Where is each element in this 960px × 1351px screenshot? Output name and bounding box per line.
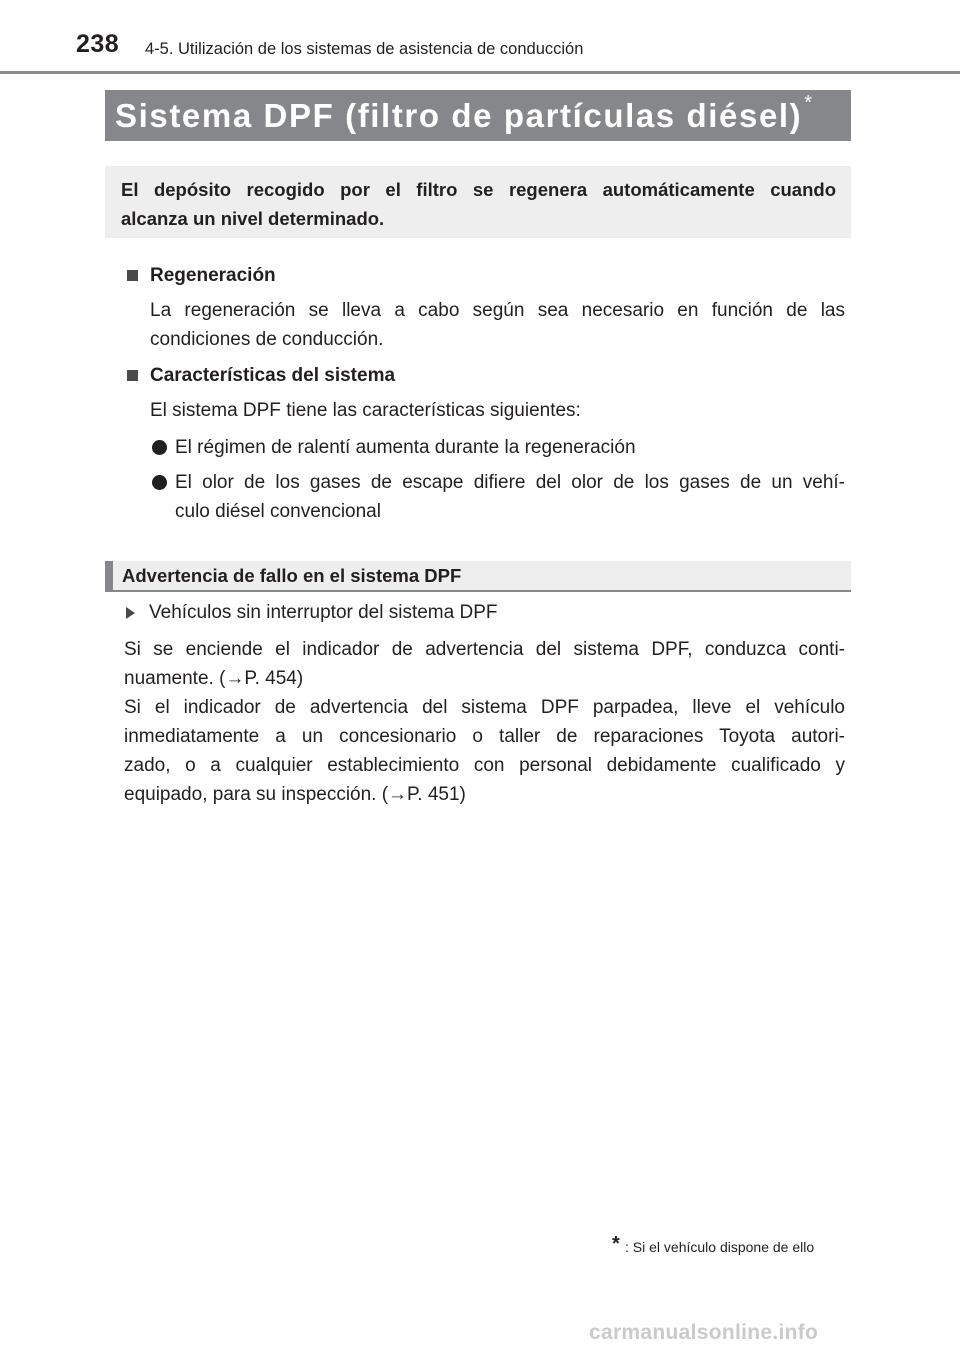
body-line: La regeneración se lleva a cabo según sea necesario en función de las — [150, 300, 845, 321]
section-heading-regeneracion — [127, 261, 276, 290]
square-bullet-icon — [127, 370, 138, 381]
section-header: 4-5. Utilización de los sistemas de asistencia de conducción — [145, 40, 584, 58]
list-item-text: El olor de los gases de escape difiere del olor de los gases de un vehí- — [175, 472, 845, 493]
triangle-arrow-icon — [126, 607, 135, 619]
body-line: nuamente. (→P. 454) — [124, 668, 304, 689]
availability-marker-icon: * — [804, 92, 813, 114]
title-bar — [105, 90, 851, 141]
condition-line — [126, 598, 498, 627]
list-item-text: El régimen de ralentí aumenta durante la regeneración — [175, 437, 636, 458]
watermark: carmanualsonline.info — [589, 1321, 819, 1344]
section-body-caracteristicas: El sistema DPF tiene las características siguientes: — [150, 400, 581, 421]
body-line: inmediatamente a un concesionario o taller de reparaciones Toyota autori- — [124, 726, 845, 747]
list-item — [152, 468, 845, 526]
body-line: equipado, para su inspección. (→P. 451) — [124, 784, 466, 805]
header-divider — [0, 71, 960, 74]
round-bullet-icon — [152, 440, 167, 455]
summary-box — [105, 166, 851, 238]
square-bullet-icon — [127, 270, 138, 281]
body-line: Si el indicador de advertencia del sistema DPF parpadea, lleve el vehículo — [124, 697, 845, 718]
summary-line: El depósito recogido por el filtro se regenera automáticamente cuando — [121, 179, 836, 200]
summary-line: alcanza un nivel determinado. — [121, 208, 385, 229]
footnote-star-icon: * — [612, 1233, 620, 1255]
section-heading-caracteristicas — [127, 361, 395, 390]
body-line: Si se enciende el indicador de advertencia del sistema DPF, conduzca conti- — [124, 639, 845, 660]
body-line: zado, o a cualquier establecimiento con personal debidamente cualificado y — [124, 755, 845, 776]
section-heading-text: Regeneración — [150, 265, 276, 286]
condition-text: Vehículos sin interruptor del sistema DPF — [149, 602, 498, 623]
section-body-regeneracion — [150, 296, 845, 354]
warning-title: Advertencia de fallo en el sistema DPF — [122, 565, 462, 586]
list-item-text: culo diésel convencional — [175, 501, 381, 522]
warning-body — [124, 635, 845, 809]
warning-header-accent — [105, 561, 113, 592]
page-title: Sistema DPF (filtro de partículas diésel) — [115, 96, 803, 134]
section-heading-text: Características del sistema — [150, 365, 396, 386]
footnote-text: : Si el vehículo dispone de ello — [625, 1239, 815, 1255]
page-number: 238 — [76, 30, 120, 58]
body-line: condiciones de conducción. — [150, 329, 384, 350]
list-item — [152, 433, 636, 462]
round-bullet-icon — [152, 475, 167, 490]
